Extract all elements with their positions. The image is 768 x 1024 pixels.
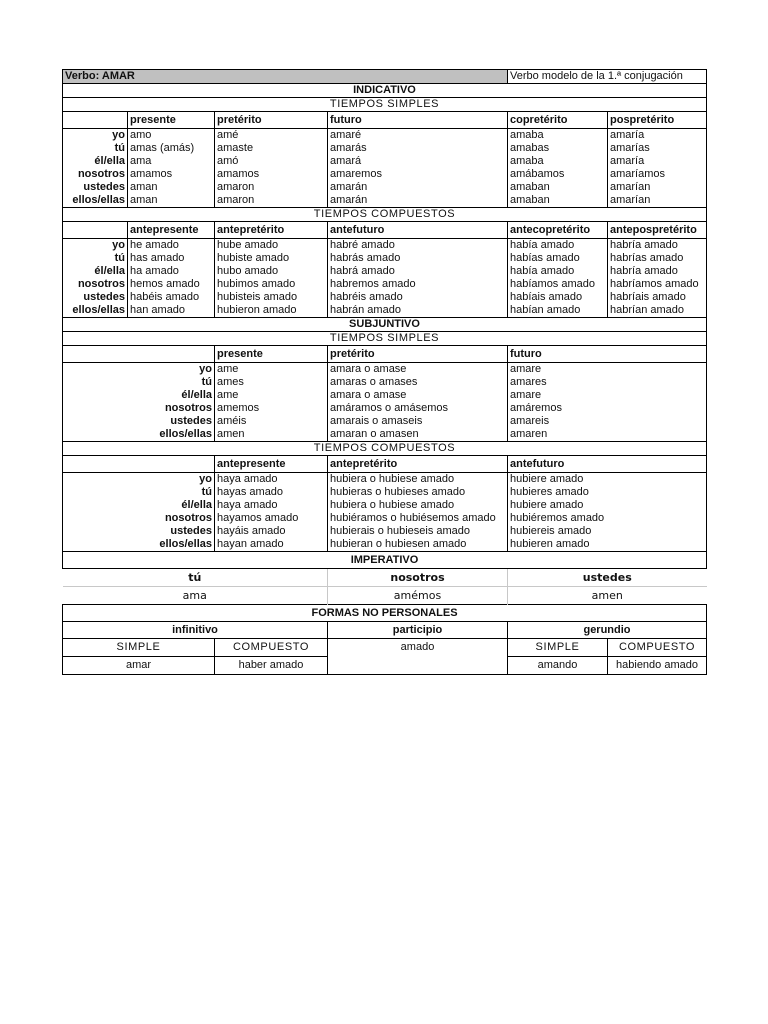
- ind-compuestos-row-nosotros: [63, 278, 707, 291]
- conjugation-cell: amaré: [328, 129, 508, 143]
- conjugation-sheet: [62, 69, 706, 675]
- conjugation-cell: hayáis amado: [215, 525, 328, 538]
- header-row: [63, 70, 707, 84]
- no-personales-values-row: [63, 657, 707, 675]
- column-header: antepretérito: [328, 456, 508, 473]
- conjugation-cell: has amado: [128, 252, 215, 265]
- conjugation-cell: amó: [215, 155, 328, 168]
- conjugation-cell: ha amado: [128, 265, 215, 278]
- conjugation-cell: habremos amado: [328, 278, 508, 291]
- conjugation-cell: hubieran o hubiesen amado: [328, 538, 508, 552]
- conjugation-cell: hayamos amado: [215, 512, 328, 525]
- participio-label: participio: [328, 622, 508, 639]
- imperativo-header: tú: [188, 571, 202, 584]
- ind-simples-row-ustedes: [63, 181, 707, 194]
- imperativo-header: nosotros: [328, 569, 508, 587]
- pronoun-label: él/ella: [63, 499, 215, 512]
- pronoun-label: nosotros: [63, 512, 215, 525]
- column-header: antecopretérito: [508, 222, 608, 239]
- conjugation-cell: hubiere amado: [508, 473, 707, 487]
- pronoun-label: nosotros: [63, 402, 215, 415]
- imperativo-values-row: [63, 587, 707, 605]
- conjugation-cell: amarían: [608, 194, 707, 208]
- imperativo-header-row: [63, 569, 707, 587]
- pronoun-label: yo: [63, 129, 128, 143]
- conjugation-cell: améis: [215, 415, 328, 428]
- pronoun-label: ustedes: [63, 525, 215, 538]
- indicativo-title: INDICATIVO: [63, 84, 707, 98]
- ind-simples-title: TIEMPOS SIMPLES: [63, 98, 707, 112]
- conjugation-cell: amáramos o amásemos: [328, 402, 508, 415]
- empty-cell: [63, 456, 215, 473]
- ind-simples-row-ellos: [63, 194, 707, 208]
- imperativo-value: ama: [63, 587, 328, 605]
- sub-simples-row-ellos: [63, 428, 707, 442]
- conjugation-cell: amas (amás): [128, 142, 215, 155]
- participio-value: amado: [328, 639, 508, 657]
- conjugation-cell: amara o amase: [328, 389, 508, 402]
- pronoun-label: yo: [63, 473, 215, 487]
- conjugation-cell: habría amado: [608, 239, 707, 253]
- sub-compuestos-row-el: [63, 499, 707, 512]
- sub-compuestos-row-ustedes: [63, 525, 707, 538]
- conjugation-cell: ames: [215, 376, 328, 389]
- imperativo-value: amen: [508, 587, 707, 605]
- column-header: antepretérito: [215, 222, 328, 239]
- pronoun-label: ustedes: [63, 291, 128, 304]
- conjugation-cell: hubiéramos o hubiésemos amado: [328, 512, 508, 525]
- column-header: antefuturo: [508, 456, 707, 473]
- conjugation-cell: habríamos amado: [608, 278, 707, 291]
- imperativo-title: IMPERATIVO: [63, 552, 707, 569]
- subjuntivo-title: SUBJUNTIVO: [63, 318, 707, 332]
- column-header: futuro: [328, 112, 508, 129]
- sub-simples-title: TIEMPOS SIMPLES: [63, 332, 707, 346]
- imperativo-header: ustedes: [508, 569, 707, 587]
- sub-compuestos-title: TIEMPOS COMPUESTOS: [63, 442, 707, 456]
- sub-compuestos-row-nosotros: [63, 512, 707, 525]
- conjugation-cell: hubiereis amado: [508, 525, 707, 538]
- pronoun-label: ellos/ellas: [63, 428, 215, 442]
- conjugation-cell: habíamos amado: [508, 278, 608, 291]
- no-personales-title: FORMAS NO PERSONALES: [63, 605, 707, 622]
- conjugation-cell: hubieres amado: [508, 486, 707, 499]
- conjugation-cell: hubiera o hubiese amado: [328, 473, 508, 487]
- conjugation-cell: amarían: [608, 181, 707, 194]
- ind-simples-row-tu: [63, 142, 707, 155]
- pronoun-label: él/ella: [63, 389, 215, 402]
- conjugation-cell: hube amado: [215, 239, 328, 253]
- conjugation-cell: amaban: [508, 181, 608, 194]
- ind-compuestos-row-ustedes: [63, 291, 707, 304]
- conjugation-cell: amamos: [128, 168, 215, 181]
- ind-simples-row-el: [63, 155, 707, 168]
- conjugation-cell: hubierais o hubieseis amado: [328, 525, 508, 538]
- conjugation-cell: amara o amase: [328, 363, 508, 377]
- conjugation-cell: ame: [215, 363, 328, 377]
- gerundio-label: gerundio: [508, 622, 707, 639]
- pronoun-label: tú: [63, 376, 215, 389]
- conjugation-cell: amo: [128, 129, 215, 143]
- verb-title: Verbo: AMAR: [63, 70, 508, 84]
- conjugation-cell: amabas: [508, 142, 608, 155]
- sub-simples-row-yo: [63, 363, 707, 377]
- pronoun-label: tú: [63, 486, 215, 499]
- conjugation-cell: haya amado: [215, 473, 328, 487]
- conjugation-cell: ama: [128, 155, 215, 168]
- conjugation-cell: haya amado: [215, 499, 328, 512]
- empty-cell: [63, 112, 128, 129]
- conjugation-cell: amemos: [215, 402, 328, 415]
- sub-compuestos-header-row: [63, 456, 707, 473]
- conjugation-cell: habíais amado: [508, 291, 608, 304]
- imperativo-title-row: [63, 552, 707, 569]
- conjugation-cell: amarías: [608, 142, 707, 155]
- column-header: futuro: [508, 346, 707, 363]
- conjugation-cell: amarán: [328, 194, 508, 208]
- pronoun-label: nosotros: [63, 168, 128, 181]
- conjugation-cell: amaba: [508, 129, 608, 143]
- column-header: antepresente: [128, 222, 215, 239]
- conjugation-cell: amaran o amasen: [328, 428, 508, 442]
- conjugation-cell: amamos: [215, 168, 328, 181]
- conjugation-table: [62, 69, 707, 675]
- sub-simples-row-el: [63, 389, 707, 402]
- column-header: antepresente: [215, 456, 328, 473]
- conjugation-cell: amaren: [508, 428, 707, 442]
- sub-simples-header-row: [63, 346, 707, 363]
- pronoun-label: él/ella: [63, 265, 128, 278]
- conjugation-cell: amare: [508, 363, 707, 377]
- pronoun-label: tú: [63, 252, 128, 265]
- conjugation-cell: amáremos: [508, 402, 707, 415]
- conjugation-cell: habrán amado: [328, 304, 508, 318]
- conjugation-cell: hubieras o hubieses amado: [328, 486, 508, 499]
- conjugation-cell: amaras o amases: [328, 376, 508, 389]
- conjugation-cell: habrá amado: [328, 265, 508, 278]
- infinitivo-compuesto-label: COMPUESTO: [215, 639, 328, 657]
- infinitivo-simple: amar: [63, 657, 215, 675]
- conjugation-cell: había amado: [508, 239, 608, 253]
- no-personales-header-row: [63, 622, 707, 639]
- pronoun-label: ustedes: [63, 415, 215, 428]
- infinitivo-compuesto: haber amado: [215, 657, 328, 675]
- conjugation-cell: amares: [508, 376, 707, 389]
- model-note: Verbo modelo de la 1.ª conjugación: [508, 70, 707, 84]
- column-header: presente: [215, 346, 328, 363]
- no-personales-title-row: [63, 605, 707, 622]
- conjugation-cell: amarais o amaseis: [328, 415, 508, 428]
- conjugation-cell: habrían amado: [608, 304, 707, 318]
- imperativo-value: amémos: [328, 587, 508, 605]
- pronoun-label: yo: [63, 239, 128, 253]
- conjugation-cell: habréis amado: [328, 291, 508, 304]
- infinitivo-label: infinitivo: [63, 622, 328, 639]
- conjugation-cell: amareis: [508, 415, 707, 428]
- pronoun-label: tú: [63, 142, 128, 155]
- gerundio-simple-label: SIMPLE: [508, 639, 608, 657]
- sub-simples-row-ustedes: [63, 415, 707, 428]
- pronoun-label: ellos/ellas: [63, 304, 128, 318]
- conjugation-cell: amaron: [215, 181, 328, 194]
- conjugation-cell: habríais amado: [608, 291, 707, 304]
- empty-cell: [63, 222, 128, 239]
- sub-compuestos-row-ellos: [63, 538, 707, 552]
- ind-simples-title-row: [63, 98, 707, 112]
- ind-compuestos-title: TIEMPOS COMPUESTOS: [63, 208, 707, 222]
- subjuntivo-title-row: [63, 318, 707, 332]
- column-header: antepospretérito: [608, 222, 707, 239]
- conjugation-cell: amarán: [328, 181, 508, 194]
- conjugation-cell: amará: [328, 155, 508, 168]
- empty-cell: [63, 346, 215, 363]
- pronoun-label: ellos/ellas: [63, 194, 128, 208]
- column-header: copretérito: [508, 112, 608, 129]
- conjugation-cell: amaban: [508, 194, 608, 208]
- empty-cell: [328, 657, 508, 675]
- gerundio-compuesto: habiendo amado: [608, 657, 707, 675]
- pronoun-label: nosotros: [63, 278, 128, 291]
- conjugation-cell: había amado: [508, 265, 608, 278]
- pronoun-label: ellos/ellas: [63, 538, 215, 552]
- conjugation-cell: amaste: [215, 142, 328, 155]
- conjugation-cell: he amado: [128, 239, 215, 253]
- gerundio-compuesto-label: COMPUESTO: [608, 639, 707, 657]
- conjugation-cell: hayan amado: [215, 538, 328, 552]
- ind-compuestos-row-el: [63, 265, 707, 278]
- no-personales-subheader-row: [63, 639, 707, 657]
- column-header: pretérito: [215, 112, 328, 129]
- pronoun-label: ustedes: [63, 181, 128, 194]
- conjugation-cell: hubiéremos amado: [508, 512, 707, 525]
- ind-compuestos-row-ellos: [63, 304, 707, 318]
- column-header: pretérito: [328, 346, 508, 363]
- conjugation-cell: hubimos amado: [215, 278, 328, 291]
- conjugation-cell: amarás: [328, 142, 508, 155]
- conjugation-cell: habré amado: [328, 239, 508, 253]
- conjugation-cell: hubiere amado: [508, 499, 707, 512]
- conjugation-cell: habías amado: [508, 252, 608, 265]
- conjugation-cell: hubieren amado: [508, 538, 707, 552]
- conjugation-cell: amaríamos: [608, 168, 707, 181]
- ind-simples-row-yo: [63, 129, 707, 143]
- sub-compuestos-row-yo: [63, 473, 707, 487]
- conjugation-cell: habrías amado: [608, 252, 707, 265]
- sub-simples-title-row: [63, 332, 707, 346]
- conjugation-cell: ame: [215, 389, 328, 402]
- conjugation-cell: habría amado: [608, 265, 707, 278]
- ind-compuestos-row-yo: [63, 239, 707, 253]
- sub-compuestos-title-row: [63, 442, 707, 456]
- infinitivo-simple-label: SIMPLE: [63, 639, 215, 657]
- conjugation-cell: amaron: [215, 194, 328, 208]
- gerundio-simple: amando: [508, 657, 608, 675]
- sub-simples-row-tu: [63, 376, 707, 389]
- conjugation-cell: amábamos: [508, 168, 608, 181]
- ind-compuestos-header-row: [63, 222, 707, 239]
- conjugation-cell: amaremos: [328, 168, 508, 181]
- sub-simples-row-nosotros: [63, 402, 707, 415]
- indicativo-title-row: [63, 84, 707, 98]
- ind-simples-header-row: [63, 112, 707, 129]
- conjugation-cell: hubieron amado: [215, 304, 328, 318]
- pronoun-label: él/ella: [63, 155, 128, 168]
- column-header: antefuturo: [328, 222, 508, 239]
- conjugation-cell: amen: [215, 428, 328, 442]
- conjugation-cell: amaba: [508, 155, 608, 168]
- conjugation-cell: han amado: [128, 304, 215, 318]
- conjugation-cell: amaría: [608, 129, 707, 143]
- pronoun-label: yo: [63, 363, 215, 377]
- ind-compuestos-title-row: [63, 208, 707, 222]
- conjugation-cell: hemos amado: [128, 278, 215, 291]
- conjugation-cell: hubisteis amado: [215, 291, 328, 304]
- sub-compuestos-row-tu: [63, 486, 707, 499]
- conjugation-cell: amé: [215, 129, 328, 143]
- column-header: presente: [128, 112, 215, 129]
- conjugation-cell: habrás amado: [328, 252, 508, 265]
- conjugation-cell: hayas amado: [215, 486, 328, 499]
- conjugation-cell: amare: [508, 389, 707, 402]
- conjugation-cell: aman: [128, 194, 215, 208]
- column-header: pospretérito: [608, 112, 707, 129]
- conjugation-cell: hubiste amado: [215, 252, 328, 265]
- conjugation-cell: hubo amado: [215, 265, 328, 278]
- conjugation-cell: habéis amado: [128, 291, 215, 304]
- ind-simples-row-nosotros: [63, 168, 707, 181]
- conjugation-cell: habían amado: [508, 304, 608, 318]
- conjugation-cell: amaría: [608, 155, 707, 168]
- conjugation-cell: aman: [128, 181, 215, 194]
- conjugation-cell: hubiera o hubiese amado: [328, 499, 508, 512]
- ind-compuestos-row-tu: [63, 252, 707, 265]
